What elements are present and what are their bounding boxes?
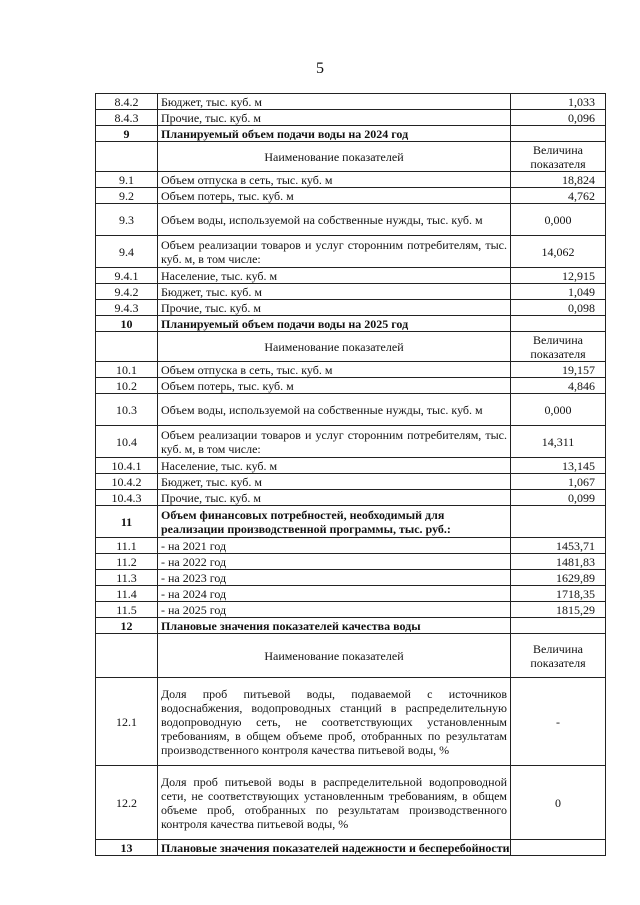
row-label: Бюджет, тыс. куб. м bbox=[158, 284, 511, 300]
row-number: 10.4.3 bbox=[96, 490, 158, 506]
table-row bbox=[96, 554, 606, 570]
row-value: 1629,89 bbox=[511, 570, 606, 586]
table-row bbox=[96, 538, 606, 554]
empty-cell bbox=[96, 634, 158, 678]
header-row bbox=[96, 142, 606, 172]
row-value: 1453,71 bbox=[511, 538, 606, 554]
row-number: 12.2 bbox=[96, 766, 158, 840]
table-row bbox=[96, 426, 606, 458]
header-value: Величина показателя bbox=[511, 142, 606, 172]
row-label: Население, тыс. куб. м bbox=[158, 268, 511, 284]
table-row bbox=[96, 362, 606, 378]
section-title: Планируемый объем подачи воды на 2025 год bbox=[158, 316, 511, 332]
section-number: 9 bbox=[96, 126, 158, 142]
row-label: Прочие, тыс. куб. м bbox=[158, 110, 511, 126]
table-row bbox=[96, 678, 606, 766]
row-label: Объем реализации товаров и услуг сторонним потребителям, тыс. куб. м, в том числе: bbox=[158, 426, 511, 458]
header-row bbox=[96, 634, 606, 678]
row-value: 18,824 bbox=[511, 172, 606, 188]
row-label: - на 2021 год bbox=[158, 538, 511, 554]
row-label: Объем отпуска в сеть, тыс. куб. м bbox=[158, 362, 511, 378]
row-value: 0 bbox=[511, 766, 606, 840]
empty-cell bbox=[511, 316, 606, 332]
row-value: 4,846 bbox=[511, 378, 606, 394]
row-label: - на 2022 год bbox=[158, 554, 511, 570]
section-number: 11 bbox=[96, 506, 158, 538]
table-row bbox=[96, 188, 606, 204]
row-number: 11.1 bbox=[96, 538, 158, 554]
row-number: 11.4 bbox=[96, 586, 158, 602]
row-value: 19,157 bbox=[511, 362, 606, 378]
row-value: 0,000 bbox=[511, 204, 606, 236]
table-row bbox=[96, 394, 606, 426]
row-label: Прочие, тыс. куб. м bbox=[158, 300, 511, 316]
row-value: 1718,35 bbox=[511, 586, 606, 602]
row-label: Бюджет, тыс. куб. м bbox=[158, 474, 511, 490]
row-label: Доля проб питьевой воды в распределительной водопроводной сети, не соответствующих установленным требованиям, в общем объеме проб, отобранных по результатам производственного контроля качества питьевой воды, % bbox=[158, 766, 511, 840]
header-value: Величина показателя bbox=[511, 332, 606, 362]
section-row bbox=[96, 126, 606, 142]
row-label: - на 2023 год bbox=[158, 570, 511, 586]
row-label: Население, тыс. куб. м bbox=[158, 458, 511, 474]
row-label: Объем реализации товаров и услуг сторонним потребителям, тыс. куб. м, в том числе: bbox=[158, 236, 511, 268]
section-title: Плановые значения показателей качества воды bbox=[158, 618, 511, 634]
row-value: 0,098 bbox=[511, 300, 606, 316]
table-row bbox=[96, 236, 606, 268]
row-number: 12.1 bbox=[96, 678, 158, 766]
section-number: 12 bbox=[96, 618, 158, 634]
section-row bbox=[96, 618, 606, 634]
row-value: 1,033 bbox=[511, 94, 606, 110]
table-row bbox=[96, 602, 606, 618]
row-value: 13,145 bbox=[511, 458, 606, 474]
row-label: Объем отпуска в сеть, тыс. куб. м bbox=[158, 172, 511, 188]
section-number: 10 bbox=[96, 316, 158, 332]
row-number: 10.3 bbox=[96, 394, 158, 426]
row-label: - на 2024 год bbox=[158, 586, 511, 602]
row-value: 0,099 bbox=[511, 490, 606, 506]
table-row bbox=[96, 766, 606, 840]
row-value: 1815,29 bbox=[511, 602, 606, 618]
row-label: Объем потерь, тыс. куб. м bbox=[158, 188, 511, 204]
row-label: Бюджет, тыс. куб. м bbox=[158, 94, 511, 110]
section-title: Планируемый объем подачи воды на 2024 год bbox=[158, 126, 511, 142]
row-value: 14,062 bbox=[511, 236, 606, 268]
row-number: 8.4.3 bbox=[96, 110, 158, 126]
section-row bbox=[96, 840, 606, 856]
table-row bbox=[96, 378, 606, 394]
row-number: 9.2 bbox=[96, 188, 158, 204]
row-number: 10.2 bbox=[96, 378, 158, 394]
page-number: 5 bbox=[316, 60, 324, 77]
header-row bbox=[96, 332, 606, 362]
row-number: 9.4.2 bbox=[96, 284, 158, 300]
row-label: - на 2025 год bbox=[158, 602, 511, 618]
row-value: 1,067 bbox=[511, 474, 606, 490]
row-number: 9.1 bbox=[96, 172, 158, 188]
table-row bbox=[96, 284, 606, 300]
table-row bbox=[96, 490, 606, 506]
row-value: 14,311 bbox=[511, 426, 606, 458]
empty-cell bbox=[96, 142, 158, 172]
row-label: Объем потерь, тыс. куб. м bbox=[158, 378, 511, 394]
empty-cell bbox=[511, 126, 606, 142]
table-row bbox=[96, 110, 606, 126]
row-number: 9.4.1 bbox=[96, 268, 158, 284]
row-value: 4,762 bbox=[511, 188, 606, 204]
indicators-table bbox=[95, 93, 606, 856]
empty-cell bbox=[511, 618, 606, 634]
row-value: 1,049 bbox=[511, 284, 606, 300]
row-value: 0,000 bbox=[511, 394, 606, 426]
empty-cell bbox=[96, 332, 158, 362]
table-row bbox=[96, 300, 606, 316]
row-label: Прочие, тыс. куб. м bbox=[158, 490, 511, 506]
section-row bbox=[96, 316, 606, 332]
row-number: 8.4.2 bbox=[96, 94, 158, 110]
row-number: 11.5 bbox=[96, 602, 158, 618]
row-number: 10.4.2 bbox=[96, 474, 158, 490]
row-number: 9.4 bbox=[96, 236, 158, 268]
table-row bbox=[96, 204, 606, 236]
row-value: 1481,83 bbox=[511, 554, 606, 570]
section-row bbox=[96, 506, 606, 538]
section-title: Объем финансовых потребностей, необходимый для реализации производственной программы, тыс. руб.: bbox=[158, 506, 511, 538]
empty-cell bbox=[511, 840, 606, 856]
header-value: Величина показателя bbox=[511, 634, 606, 678]
row-label: Объем воды, используемой на собственные нужды, тыс. куб. м bbox=[158, 394, 511, 426]
table-row bbox=[96, 268, 606, 284]
section-title: Плановые значения показателей надежности и бесперебойности bbox=[158, 840, 511, 856]
table-row bbox=[96, 586, 606, 602]
row-number: 9.3 bbox=[96, 204, 158, 236]
table-row bbox=[96, 172, 606, 188]
row-label: Объем воды, используемой на собственные нужды, тыс. куб. м bbox=[158, 204, 511, 236]
row-label: Доля проб питьевой воды, подаваемой с источников водоснабжения, водопроводных станций в распределительную водопроводную сеть, не соответствующих установленным требованиям, в общем объеме проб, отобранных по результатам производственного контроля качества питьевой воды, % bbox=[158, 678, 511, 766]
row-number: 10.1 bbox=[96, 362, 158, 378]
header-label: Наименование показателей bbox=[158, 142, 511, 172]
table-row bbox=[96, 458, 606, 474]
row-number: 10.4 bbox=[96, 426, 158, 458]
row-number: 9.4.3 bbox=[96, 300, 158, 316]
row-value: 12,915 bbox=[511, 268, 606, 284]
row-value: - bbox=[511, 678, 606, 766]
empty-cell bbox=[511, 506, 606, 538]
table-row bbox=[96, 570, 606, 586]
table-row bbox=[96, 94, 606, 110]
row-value: 0,096 bbox=[511, 110, 606, 126]
header-label: Наименование показателей bbox=[158, 634, 511, 678]
row-number: 11.2 bbox=[96, 554, 158, 570]
row-number: 11.3 bbox=[96, 570, 158, 586]
table-row bbox=[96, 474, 606, 490]
row-number: 10.4.1 bbox=[96, 458, 158, 474]
section-number: 13 bbox=[96, 840, 158, 856]
header-label: Наименование показателей bbox=[158, 332, 511, 362]
